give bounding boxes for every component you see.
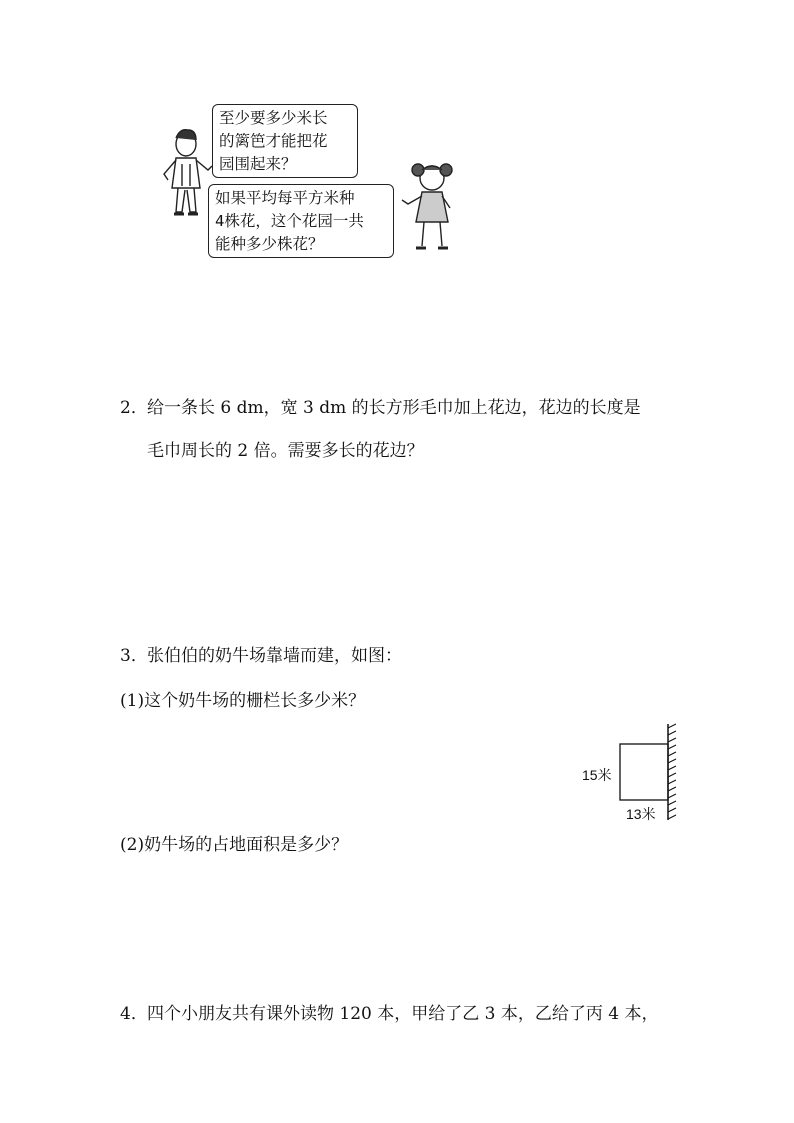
girl-speech-bubble [208, 184, 394, 258]
boy-bubble-line: 的篱笆才能把花 [219, 132, 328, 150]
girl-figure-icon [398, 156, 462, 256]
wall-hatching [668, 724, 676, 819]
question-text: 四个小朋友共有课外读物 120 本，甲给了乙 3 本，乙给了丙 4 本， [147, 1004, 659, 1024]
girl-bubble-line: 如果平均每平方米种 [215, 189, 355, 207]
girl-bubble-line: 能种多少株花？ [215, 235, 324, 253]
width-label: 13米 [626, 806, 656, 822]
boy-speech-bubble [212, 104, 358, 178]
question-number: 4． [120, 1004, 148, 1024]
girl-bubble-line: 4株花，这个花园一共 [215, 212, 364, 230]
sub-question: (1)这个奶牛场的栅栏长多少米？ [120, 691, 366, 711]
question-number: 3． [120, 646, 148, 666]
question-text: 毛巾周长的 2 倍。需要多长的花边？ [147, 441, 424, 461]
sub-question: (2)奶牛场的占地面积是多少？ [120, 835, 349, 855]
illustration [150, 100, 470, 260]
question-number: 2． [120, 398, 148, 418]
farm-rectangle [620, 744, 668, 800]
boy-bubble-line: 至少要多少米长 [219, 109, 328, 127]
question-text: 给一条长 6 dm，宽 3 dm 的长方形毛巾加上花边，花边的长度是 [147, 398, 641, 418]
height-label: 15米 [582, 767, 612, 783]
question-text: 张伯伯的奶牛场靠墙而建，如图： [147, 646, 402, 666]
boy-figure-icon [156, 126, 216, 222]
boy-bubble-line: 园围起来？ [219, 155, 297, 173]
